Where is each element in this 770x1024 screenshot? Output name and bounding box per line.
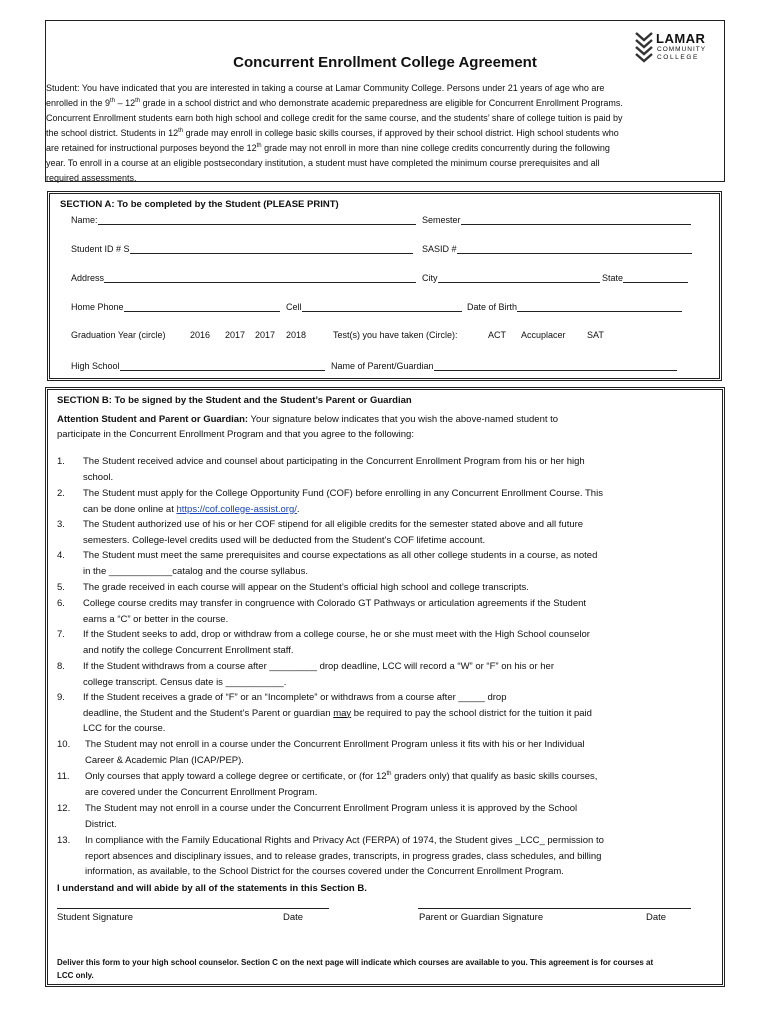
grad-year-option[interactable]: 2017 <box>255 330 276 340</box>
list-item: 6. College course credits may transfer in congruence with Colorado GT Pathways or articulation agreements if the Student earns a “C” or better in the course. <box>57 598 587 625</box>
test-option-sat[interactable]: SAT <box>587 330 604 340</box>
grad-year-option[interactable]: 2016 <box>190 330 211 340</box>
college-logo <box>634 31 714 65</box>
footer-note: Deliver this form to your high school counselor. Section C on the next page will indicate which courses are available to you. This agreement is for courses at LCC only. <box>57 958 654 980</box>
sasid-field[interactable]: SASID # <box>422 242 692 254</box>
grad-year-option[interactable]: 2017 <box>225 330 246 340</box>
list-item: 2. The Student must apply for the College Opportunity Fund (COF) before enrolling in any Concurrent Enrollment Course. This can be done online at https://cof.college-assist.org/. <box>57 488 603 515</box>
tests-label: Test(s) you have taken (Circle): <box>333 330 458 340</box>
cof-link[interactable]: https://cof.college-assist.org/ <box>176 503 297 515</box>
logo-text-lamar: LAMAR <box>656 31 706 46</box>
list-item: 11. Only courses that apply toward a college degree or certificate, or (for 12th graders only) that qualify as basic skills courses, are covered under the Concurrent Enrollment Program. <box>57 771 598 798</box>
student-date-label: Date <box>283 912 304 923</box>
semester-field[interactable]: Semester <box>422 213 691 225</box>
state-field[interactable]: State <box>602 271 688 283</box>
list-item: 9. If the Student receives a grade of “F” or an “Incomplete” or withdraws from a course after _____ drop deadline, the Student and the Student’s Parent or guardian may be required to pay the school district for the tuition it paid LCC for the course. <box>57 692 592 734</box>
parent-signature-line[interactable] <box>418 908 691 909</box>
logo-text-community: COMMUNITY <box>657 46 707 53</box>
agreement-statement: I understand and will abide by all of the statements in this Section B. <box>57 883 367 894</box>
list-item: 7. If the Student seeks to add, drop or withdraw from a college course, he or she must meet with the High School counselor and notify the college Concurrent Enrollment staff. <box>57 629 590 656</box>
date-of-birth-field[interactable]: Date of Birth <box>467 300 682 312</box>
list-item: 10. The Student may not enroll in a course under the Concurrent Enrollment Program unless it fits with his or her Individual Career & Academic Plan (ICAP/PEP). <box>57 739 585 766</box>
list-item: 12. The Student may not enroll in a course under the Concurrent Enrollment Program unless it is approved by the School District. <box>57 803 578 830</box>
intro-paragraph: Student: You have indicated that you are interested in taking a course at Lamar Community College. Persons under 21 years of age who are enrolled in the 9th – 12th grade in a school district and who demonstrate academic preparedness are eligible for Concurrent Enrollment Programs. Concurrent Enrollment students earn both high school and college credit for the same course, and the students’ share of college tuition is paid by the school district. Students in 12th grade may enroll in college basic skills courses, if approved by their school district. High school students who are retained for instructional purposes beyond the 12th grade may not enroll in more than nine college credits concurrently during the following year. To enroll in a course at an eligible postsecondary institution, a student must have completed the minimum course prerequisites and all required assessments. <box>46 83 623 183</box>
chevron-logo-icon <box>634 31 654 65</box>
parent-signature-label: Parent or Guardian Signature <box>419 912 544 923</box>
list-item: 1. The Student received advice and counsel about participating in the Concurrent Enrollment Program from his or her high school. <box>57 456 585 483</box>
grad-year-option[interactable]: 2018 <box>286 330 307 340</box>
address-field[interactable]: Address <box>71 271 416 283</box>
home-phone-field[interactable]: Home Phone <box>71 300 280 312</box>
cell-field[interactable]: Cell <box>286 300 462 312</box>
parent-date-label: Date <box>646 912 667 923</box>
page-title: Concurrent Enrollment College Agreement <box>233 54 537 71</box>
test-option-act[interactable]: ACT <box>488 330 506 340</box>
logo-text-college: COLLEGE <box>657 54 699 61</box>
section-a-title: SECTION A: To be completed by the Student (PLEASE PRINT) <box>60 199 339 210</box>
section-b-title: SECTION B: To be signed by the Student and the Student’s Parent or Guardian <box>57 395 412 406</box>
student-signature-line[interactable] <box>57 908 329 909</box>
list-item: 13. In compliance with the Family Educational Rights and Privacy Act (FERPA) of 1974, the Student gives _LCC_ permission to report absences and disciplinary issues, and to release grades, transcripts, in progress grades, class schedules, and billing information, as available, to the School District for the courses covered under the Concurrent Enrollment Program. <box>57 835 604 877</box>
city-field[interactable]: City <box>422 271 600 283</box>
parent-guardian-name-field[interactable]: Name of Parent/Guardian <box>331 359 677 371</box>
test-option-accuplacer[interactable]: Accuplacer <box>521 330 566 340</box>
graduation-year-label: Graduation Year (circle) <box>71 330 166 340</box>
section-b-attention: Attention Student and Parent or Guardian: Your signature below indicates that you wish the above-named student to participate in the Concurrent Enrollment Program and that you agree to the following: <box>57 414 559 440</box>
list-item: 4. The Student must meet the same prerequisites and course expectations as all other college students in a course, as noted in the ____________catalog and the course syllabus. <box>57 550 598 577</box>
name-field[interactable]: Name: <box>71 213 416 225</box>
high-school-field[interactable]: High School <box>71 359 325 371</box>
list-item: 3. The Student authorized use of his or her COF stipend for all eligible credits for the semester stated above and all future semesters. College-level credits used will be deducted from the Student’s COF lifetime account. <box>57 519 584 546</box>
list-item: 5. The grade received in each course will appear on the Student’s official high school and college transcripts. <box>57 582 529 593</box>
student-id-field[interactable]: Student ID # S <box>71 242 413 254</box>
list-item: 8. If the Student withdraws from a course after _________ drop deadline, LCC will record a “W” or “F” on his or her college transcript. Census date is ___________. <box>57 661 554 688</box>
student-signature-label: Student Signature <box>57 912 134 923</box>
